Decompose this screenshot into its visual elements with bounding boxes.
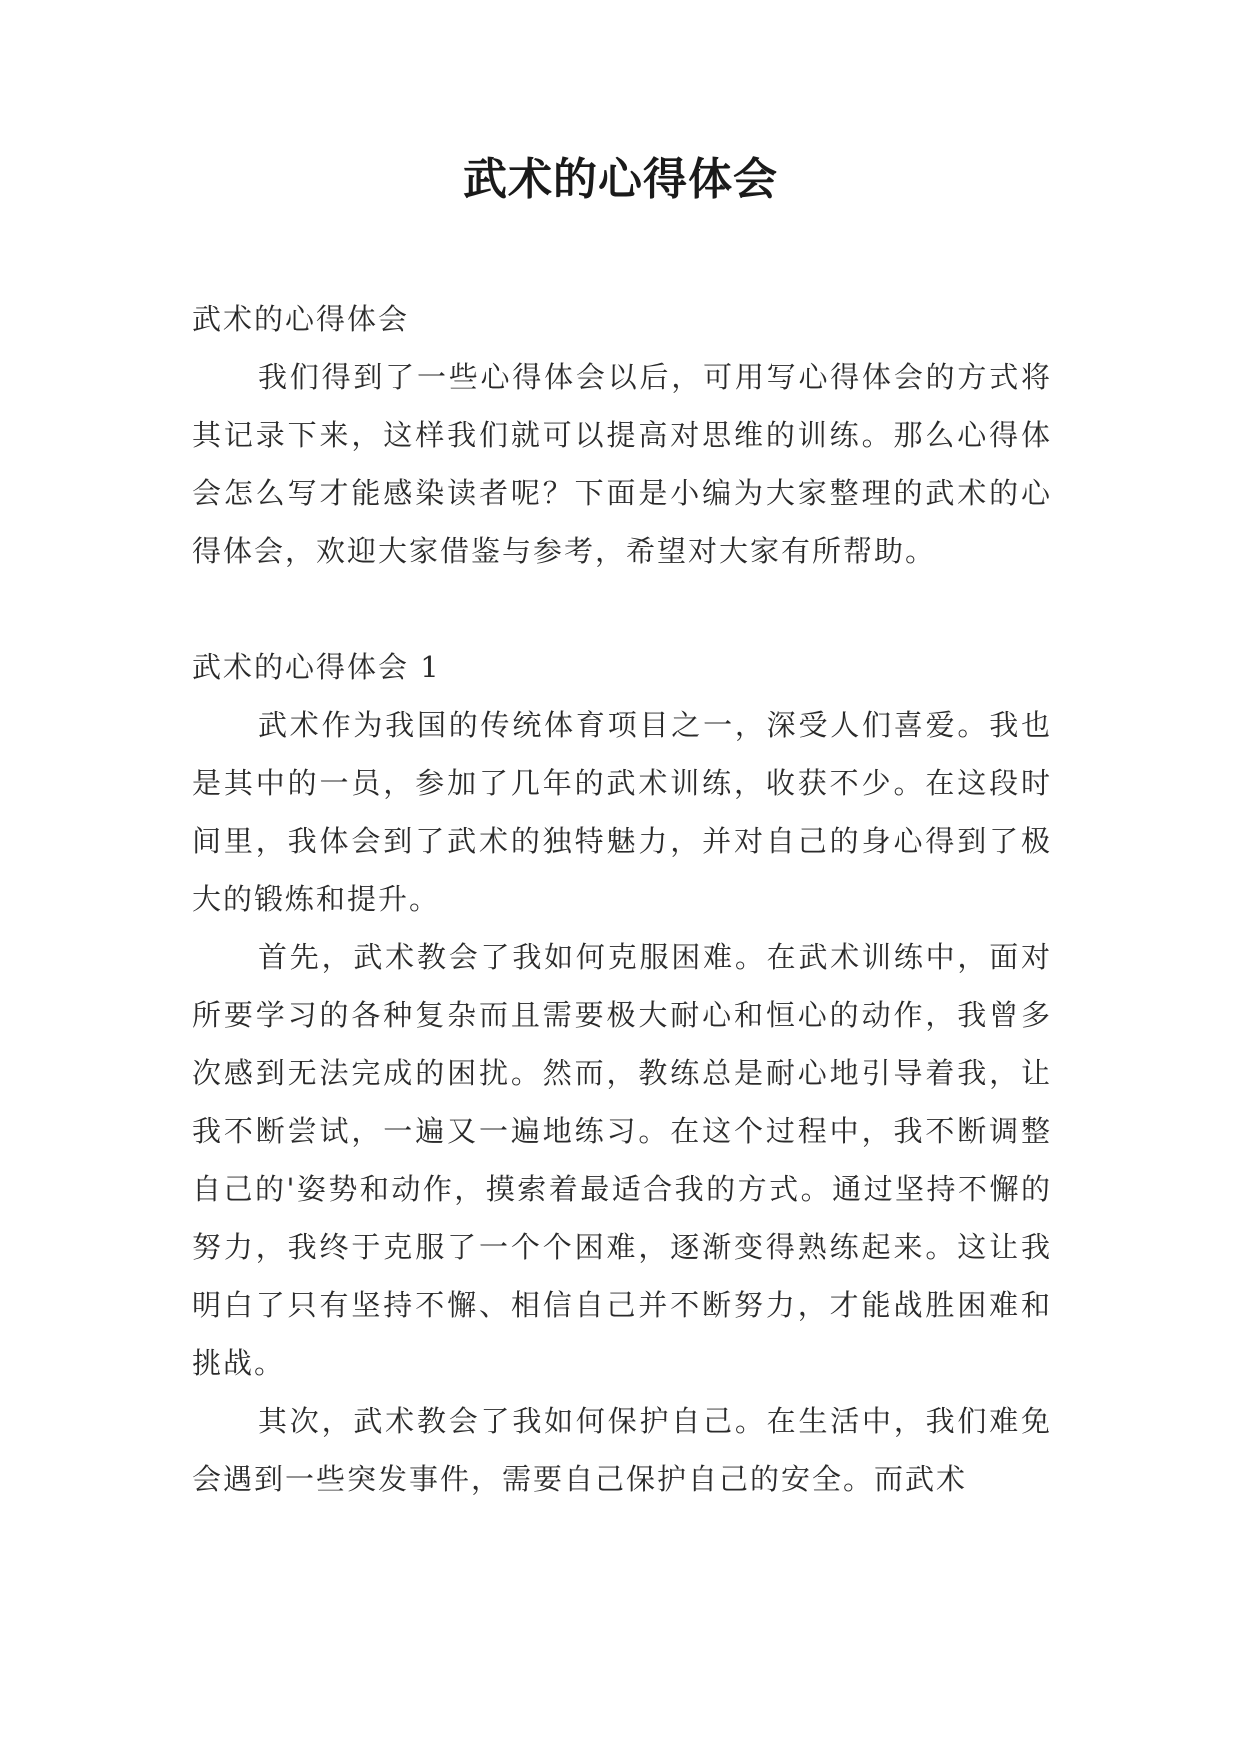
section-spacer xyxy=(192,580,1052,638)
intro-paragraph: 我们得到了一些心得体会以后，可用写心得体会的方式将其记录下来，这样我们就可以提高对思维的训练。那么心得体会怎么写才能感染读者呢？下面是小编为大家整理的武术的心得体会，欢迎大家借鉴与参考，希望对大家有所帮助。 xyxy=(192,360,1052,568)
section-1-heading: 武术的心得体会 1 xyxy=(192,650,441,684)
intro-heading: 武术的心得体会 xyxy=(192,302,410,336)
section-1-paragraph-2: 首先，武术教会了我如何克服困难。在武术训练中，面对所要学习的各种复杂而且需要极大耐心和恒心的动作，我曾多次感到无法完成的困扰。然而，教练总是耐心地引导着我，让我不断尝试，一遍又一遍地练习。在这个过程中，我不断调整自己的'姿势和动作，摸索着最适合我的方式。通过坚持不懈的努力，我终于克服了一个个困难，逐渐变得熟练起来。这让我明白了只有坚持不懈、相信自己并不断努力，才能战胜困难和挑战。 xyxy=(192,940,1052,1380)
section-1-paragraph-1: 武术作为我国的传统体育项目之一，深受人们喜爱。我也是其中的一员，参加了几年的武术训练，收获不少。在这段时间里，我体会到了武术的独特魅力，并对自己的身心得到了极大的锻炼和提升。 xyxy=(192,708,1052,916)
section-1-paragraph-3: 其次，武术教会了我如何保护自己。在生活中，我们难免会遇到一些突发事件，需要自己保护自己的安全。而武术 xyxy=(192,1404,1052,1496)
document-title: 武术的心得体会 xyxy=(463,154,778,205)
document-body xyxy=(192,290,1052,1508)
